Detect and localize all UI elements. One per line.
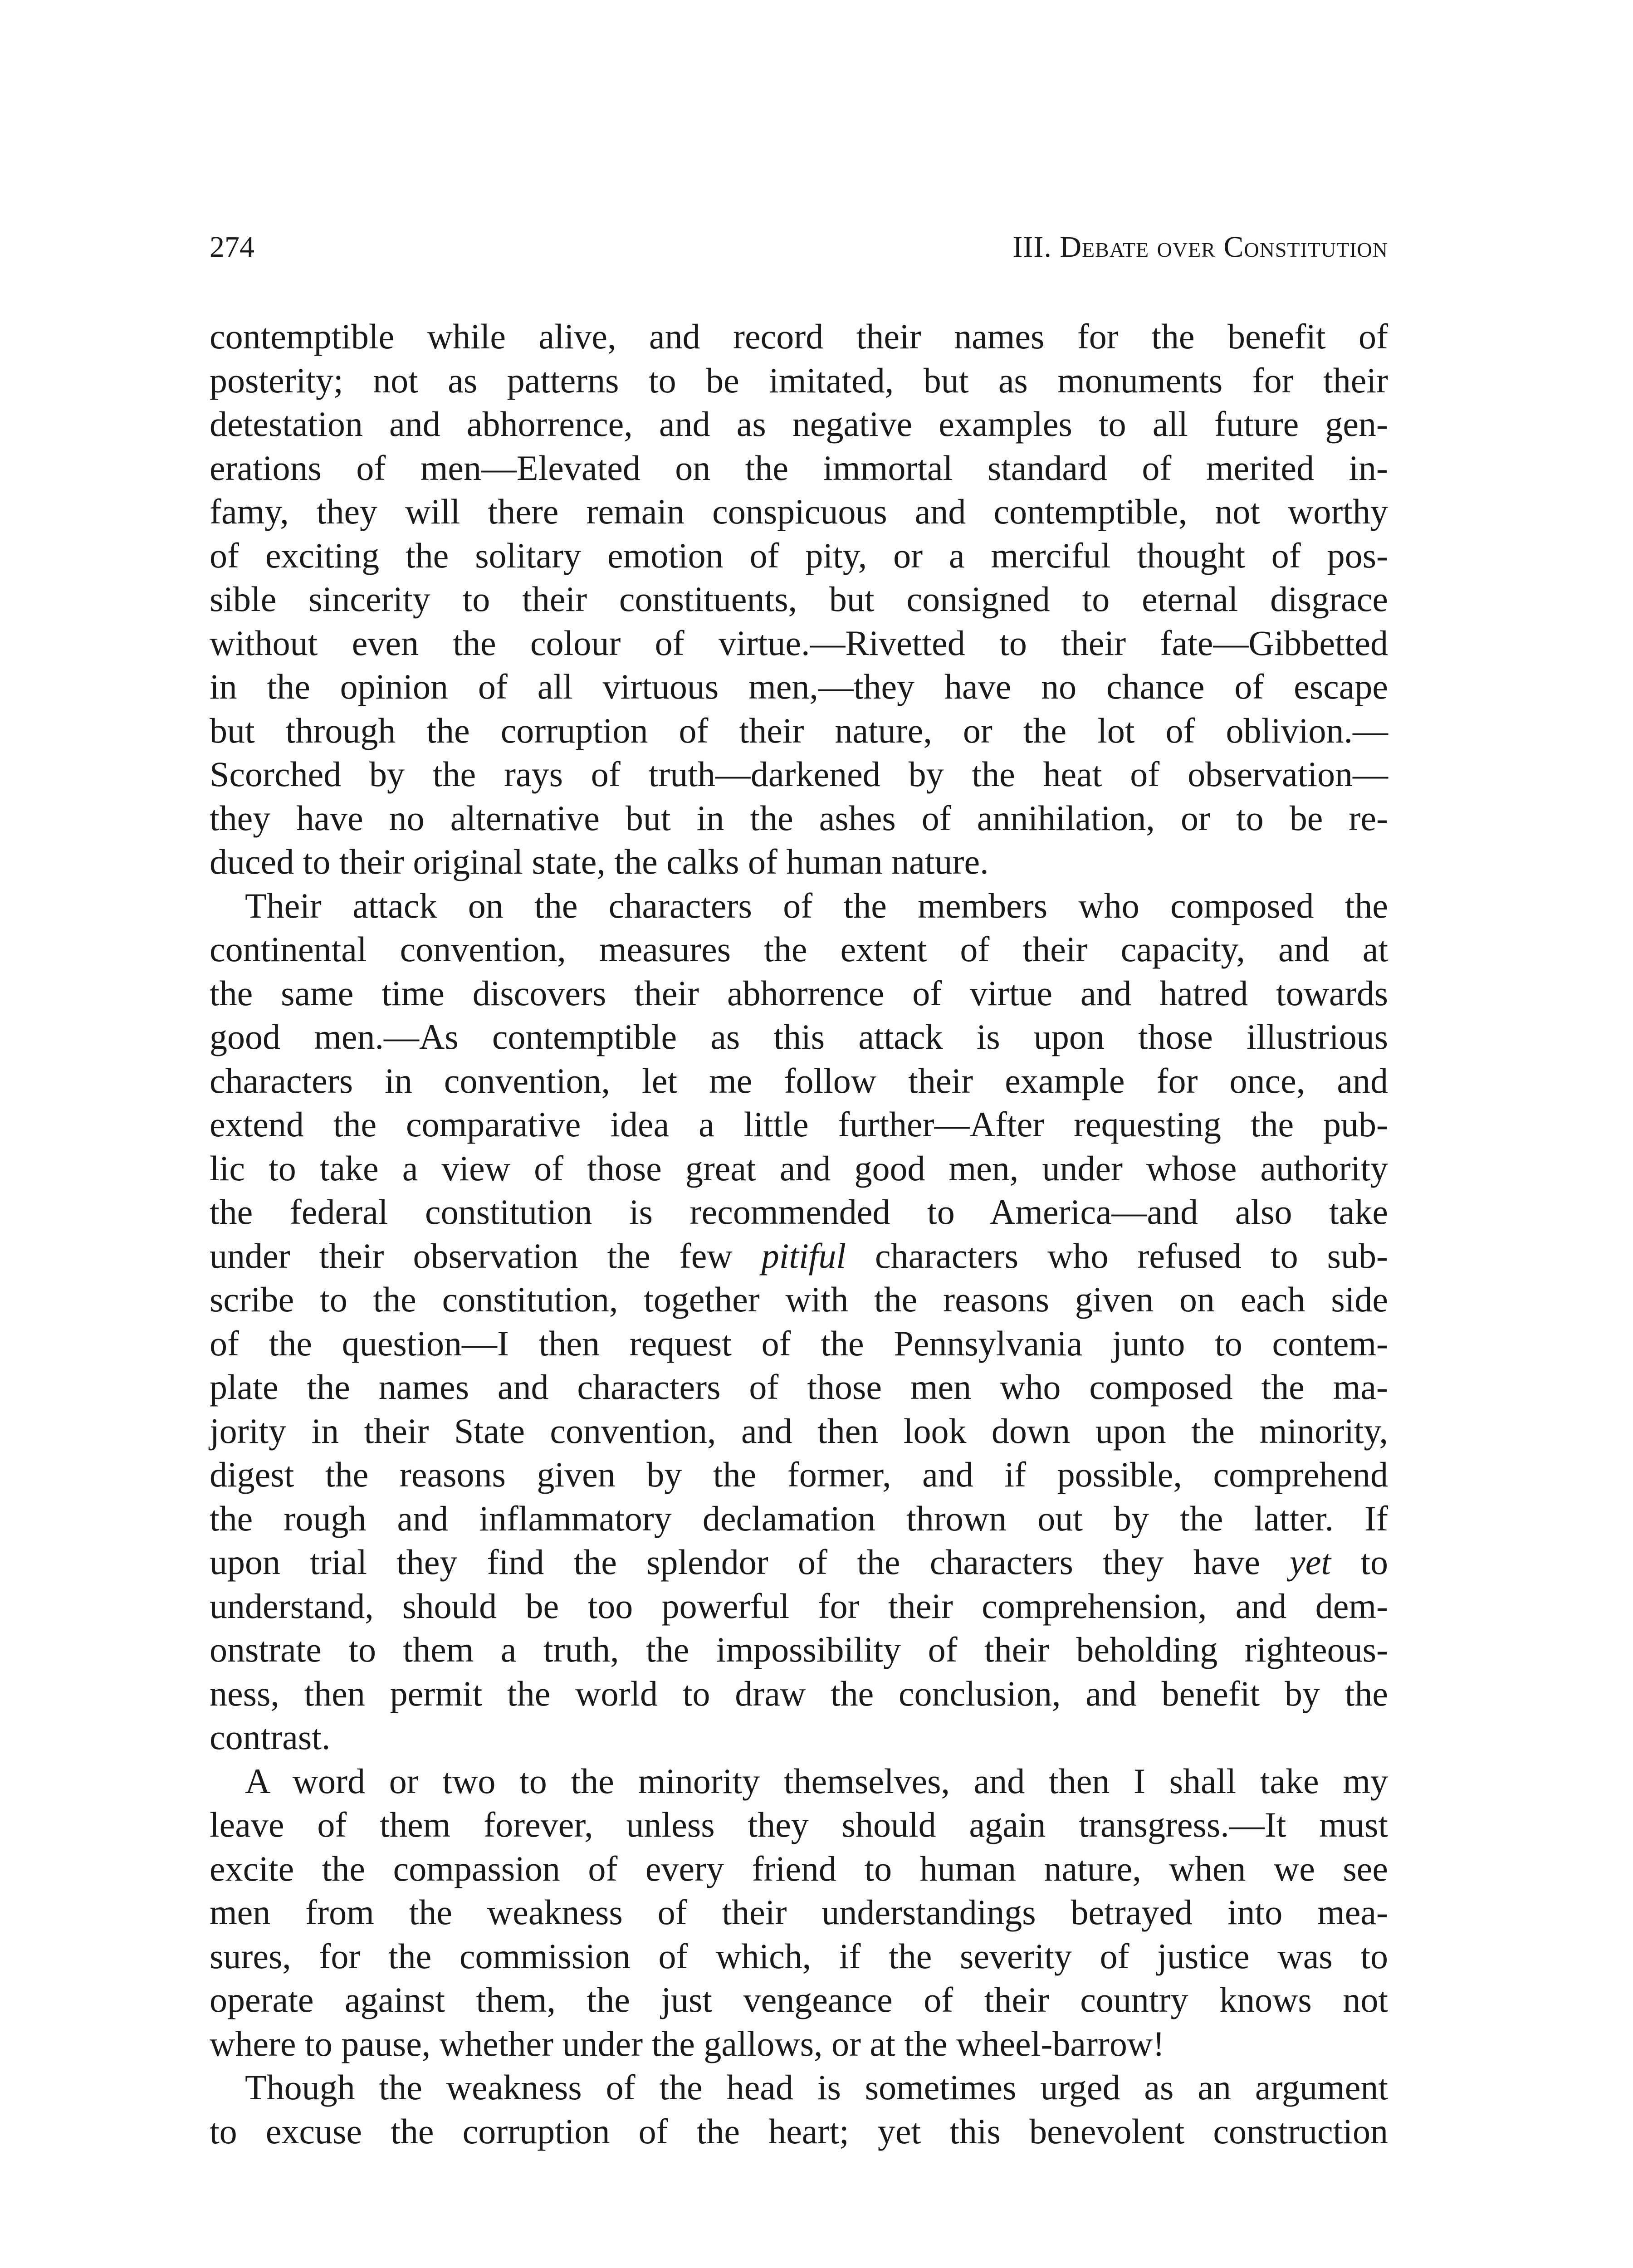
text-line [210,1540,1388,1584]
text-line: without even the colour of virtue.—Rivetted to their fate—Gibbetted [210,623,1388,663]
body-text [210,315,1388,2153]
text-line [210,1234,1388,1278]
text-line: extend the comparative idea a little further—After requesting the pub- [210,1105,1388,1144]
text-segment: under their observation the few [210,1236,762,1276]
text-line: continental convention, measures the extent of their capacity, and at [210,929,1388,969]
text-line: the rough and inflammatory declamation thrown out by the latter. If [210,1498,1388,1538]
text-line: contemptible while alive, and record their names for the benefit of [210,317,1388,356]
text-line: in the opinion of all virtuous men,—they have no chance of escape [210,667,1388,706]
text-line: plate the names and characters of those men who composed the ma- [210,1367,1388,1407]
paragraph-start: Their attack on the characters of the members who composed the [245,885,1388,925]
text-line: operate against them, the just vengeance of their country knows not [210,1980,1388,2019]
text-line: good men.—As contemptible as this attack is upon those illustrious [210,1017,1388,1056]
text-line: sures, for the commission of which, if the severity of justice was to [210,1936,1388,1976]
text-segment: characters who refused to sub- [846,1236,1388,1276]
text-line: excite the compassion of every friend to human nature, when we see [210,1848,1388,1888]
text-line: leave of them forever, unless they should again transgress.—It must [210,1805,1388,1844]
italic-word: yet [1290,1542,1331,1582]
text-line: where to pause, whether under the gallows, or at the wheel-barrow! [210,2024,1165,2063]
paragraph-start: A word or two to the minority themselves, and then I shall take my [245,1761,1388,1801]
text-segment: to [1331,1542,1389,1582]
text-line: jority in their State convention, and then look down upon the minority, [210,1411,1388,1451]
text-line: Scorched by the rays of truth—darkened by the heat of observation— [210,754,1388,794]
text-line: characters in convention, let me follow their example for once, and [210,1061,1388,1100]
text-line: ness, then permit the world to draw the conclusion, and benefit by the [210,1673,1388,1713]
text-line: scribe to the constitution, together with the reasons given on each side [210,1280,1388,1319]
running-head [210,227,1388,268]
text-line: they have no alternative but in the ashes of annihilation, or to be re- [210,798,1388,838]
text-segment: upon trial they find the splendor of the characters they have [210,1542,1290,1582]
italic-word: pitiful [761,1236,846,1276]
text-line: famy, they will there remain conspicuous and contemptible, not worthy [210,492,1388,531]
text-line: the federal constitution is recommended to America—and also take [210,1192,1388,1232]
text-line: duced to their original state, the calks of human nature. [210,842,989,881]
text-line: erations of men—Elevated on the immortal standard of merited in- [210,448,1388,488]
text-line: contrast. [210,1717,331,1757]
text-line: lic to take a view of those great and good men, under whose authority [210,1148,1388,1188]
text-line: onstrate to them a truth, the impossibility of their beholding righteous- [210,1630,1388,1669]
text-line: of exciting the solitary emotion of pity, or a merciful thought of pos- [210,535,1388,575]
page-number: 274 [210,230,254,264]
text-line: understand, should be too powerful for their comprehension, and dem- [210,1586,1388,1626]
running-title: III. Debate over Constitution [1012,230,1388,264]
text-line: men from the weakness of their understandings betrayed into mea- [210,1892,1388,1932]
text-line: sible sincerity to their constituents, but consigned to eternal disgrace [210,579,1388,619]
text-line: posterity; not as patterns to be imitated, but as monuments for their [210,360,1388,400]
text-line: to excuse the corruption of the heart; yet this benevolent construction [210,2111,1388,2151]
text-line: of the question—I then request of the Pennsylvania junto to contem- [210,1323,1388,1363]
text-line: digest the reasons given by the former, and if possible, comprehend [210,1455,1388,1494]
text-line: the same time discovers their abhorrence of virtue and hatred towards [210,973,1388,1013]
text-line: detestation and abhorrence, and as negative examples to all future gen- [210,404,1388,444]
paragraph-start: Though the weakness of the head is sometimes urged as an argument [245,2068,1388,2107]
text-line: but through the corruption of their nature, or the lot of oblivion.— [210,710,1388,750]
